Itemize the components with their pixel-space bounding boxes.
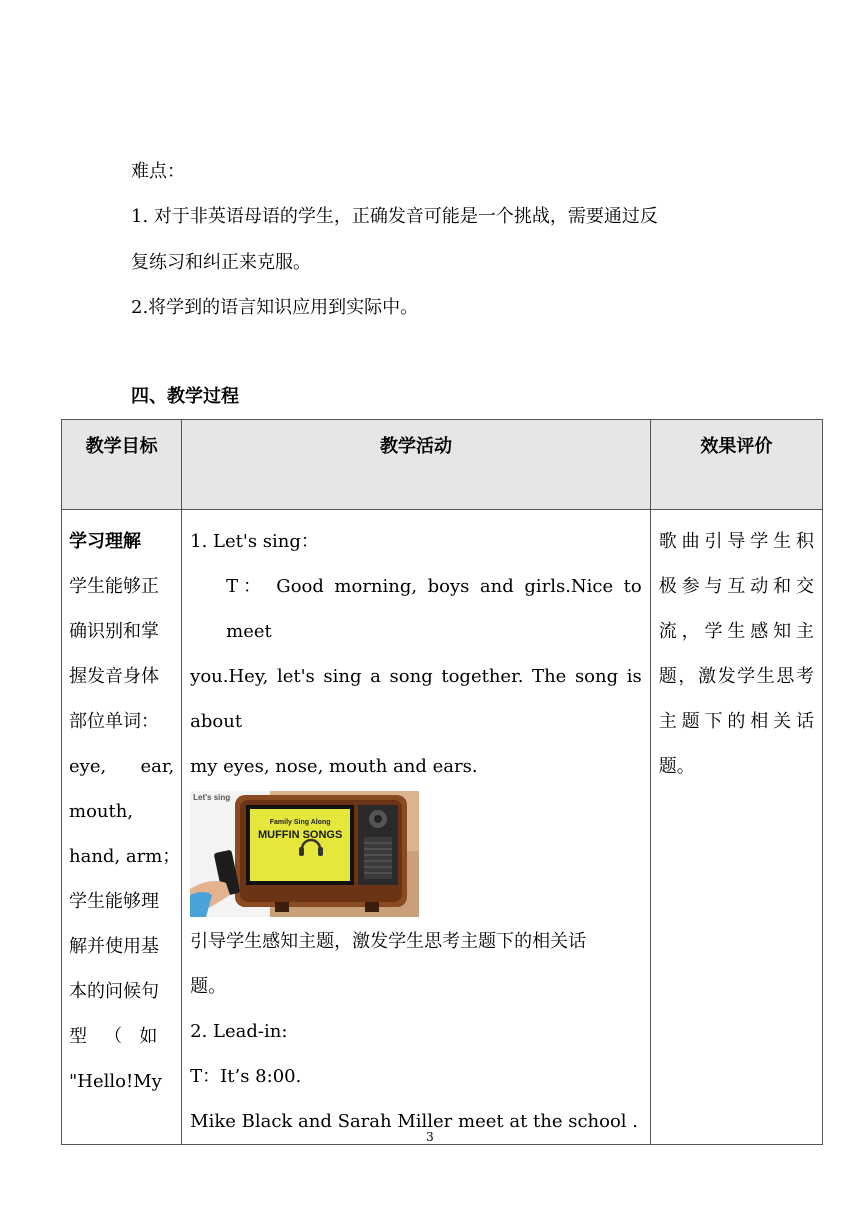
table-header-row — [62, 420, 823, 510]
goal-title: 学习理解 — [69, 531, 141, 552]
goal-line: 确识别和掌 — [69, 621, 159, 642]
goal-line: mouth, — [69, 801, 134, 822]
step2-title: 2. Lead-in: — [190, 1021, 288, 1042]
difficulty-item-1-line-2: 复练习和纠正来克服。 — [131, 252, 311, 273]
guide-line-2: 题。 — [190, 976, 227, 997]
header-activity: 教学活动 — [182, 420, 651, 510]
header-evaluation: 效果评价 — [650, 420, 822, 510]
page-number: 3 — [426, 1130, 434, 1144]
goal-line: 学生能够理 — [69, 891, 159, 912]
goal-line: 部位单词： — [69, 711, 159, 732]
goal-line: 本的问候句 — [69, 981, 159, 1002]
table-row — [62, 510, 823, 1145]
evaluation-line: 极参与互动和交 — [658, 576, 814, 597]
evaluation-cell — [650, 510, 822, 1145]
goal-line: eye, ear, — [69, 756, 175, 777]
image-caption-2: MUFFIN SONGS — [257, 829, 343, 841]
goal-line: 解并使用基 — [69, 936, 159, 957]
activity-cell — [182, 510, 651, 1145]
image-badge: Let's sing — [193, 793, 231, 802]
image-caption-1: Family Sing Along — [269, 819, 331, 826]
difficulty-item-2: 2.将学到的语言知识应用到实际中。 — [131, 297, 419, 318]
evaluation-line: 题。 — [658, 756, 695, 777]
evaluation-line: 歌曲引导学生积 — [658, 531, 814, 552]
tv-illustration — [190, 791, 419, 917]
goal-line: 学生能够正 — [69, 576, 159, 597]
header-goal: 教学目标 — [62, 420, 182, 510]
goal-line: hand, arm； — [69, 846, 181, 867]
step2-line-1: T：It’s 8:00. — [190, 1066, 302, 1087]
step2-line-2: Mike Black and Sarah Miller meet at the school . — [190, 1111, 639, 1132]
step1-line-3: my eyes, nose, mouth and ears. — [190, 756, 478, 777]
evaluation-line: 题，激发学生思考 — [658, 666, 814, 687]
teaching-process-table — [61, 419, 823, 1145]
difficulty-heading: 难点： — [131, 161, 185, 182]
evaluation-line: 主题下的相关话 — [658, 711, 814, 732]
guide-line-1: 引导学生感知主题，激发学生思考主题下的相关话 — [190, 931, 587, 952]
goal-line: 握发音身体 — [69, 666, 159, 687]
step1-title: 1. Let's sing： — [190, 531, 319, 552]
muffin-songs-tv-image — [190, 791, 419, 917]
step1-line-1: T： Good morning, boys and girls.Nice to meet — [226, 576, 642, 642]
goal-line: 型 （ 如 — [69, 1026, 158, 1047]
goal-line: "Hello!My — [69, 1071, 162, 1092]
goal-cell — [62, 510, 182, 1145]
evaluation-line: 流，学生感知主 — [658, 621, 814, 642]
difficulty-item-1-line-1: 1. 对于非英语母语的学生，正确发音可能是一个挑战，需要通过反 — [131, 206, 658, 227]
section-title: 四、教学过程 — [131, 386, 239, 407]
step1-line-2: you.Hey, let's sing a song together. The song is about — [190, 666, 642, 732]
